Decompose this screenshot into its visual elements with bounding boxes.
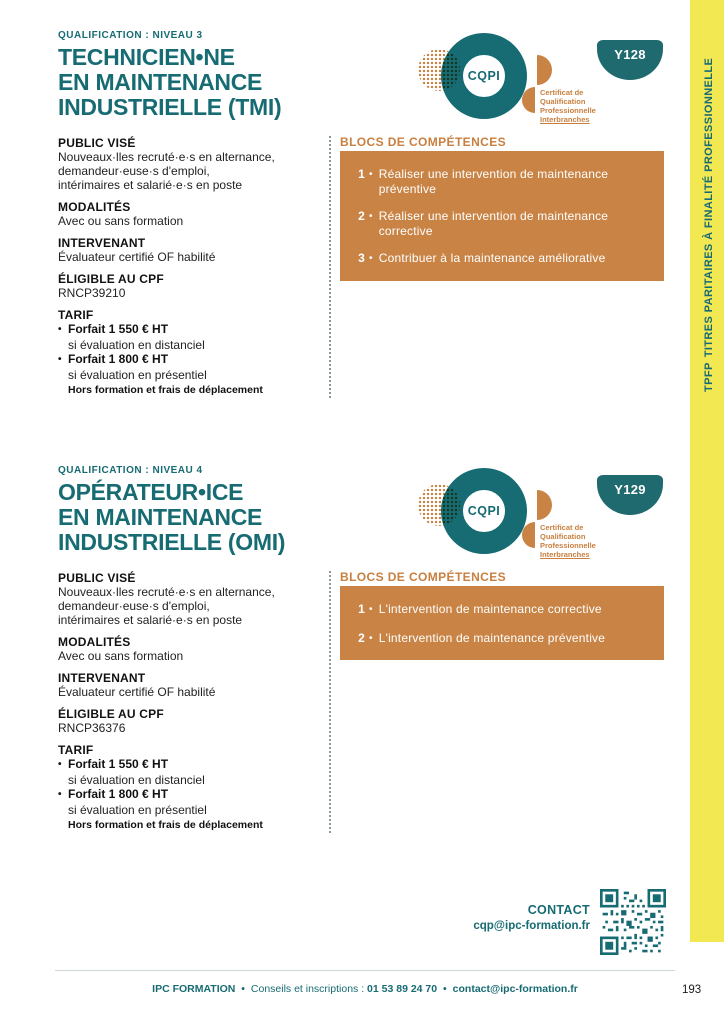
tarif-detail: si évaluation en distanciel [68, 337, 205, 352]
page-title [58, 480, 320, 555]
tarif-price: Forfait 1 550 € HT [68, 322, 169, 336]
blocs-heading: BLOCS DE COMPÉTENCES [340, 570, 507, 584]
tarif-detail: si évaluation en présentiel [68, 802, 207, 817]
field-text: Évaluateur certifié OF habilité [58, 685, 216, 699]
tarif-detail: si évaluation en distanciel [68, 772, 205, 787]
code-badge: Y128 [597, 40, 663, 80]
cqpi-wordmark: CQPI [467, 69, 501, 83]
title-line: INDUSTRIELLE (OMI) [58, 529, 286, 555]
info-column [58, 463, 320, 831]
section-omi [58, 463, 668, 893]
side-tab-label [703, 42, 715, 392]
dotted-separator [329, 136, 331, 398]
bullet-icon: • [369, 604, 373, 615]
dotted-separator [329, 571, 331, 833]
tarif-price: Forfait 1 800 € HT [68, 787, 169, 801]
bullet-icon: • [369, 253, 373, 264]
blocs-box [340, 151, 664, 281]
bloc-number: 1 [358, 602, 365, 616]
qualification-badge: QUALIFICATION : NIVEAU 4 [58, 465, 203, 476]
field-label: TARIF [58, 308, 94, 322]
bloc-item [352, 631, 650, 647]
field-label: PUBLIC VISÉ [58, 136, 136, 150]
halftone-circle-icon [418, 484, 460, 526]
info-column [58, 28, 320, 396]
caption-line: Qualification [540, 97, 586, 106]
bloc-number: 2 [358, 630, 365, 645]
cqpi-caption [540, 523, 596, 559]
qr-code [600, 889, 666, 955]
bloc-item [352, 209, 650, 238]
title-line: EN MAINTENANCE [58, 504, 263, 530]
caption-line: Interbranches [540, 115, 590, 124]
rncp-code: RNCP36376 [58, 721, 126, 735]
footer-text: Conseils et inscriptions : [250, 983, 365, 995]
footer-phone-link[interactable]: 01 53 89 24 70 [367, 983, 438, 995]
caption-line: Certificat de [540, 523, 584, 532]
field-text: demandeur·euse·s d'emploi, [58, 599, 210, 613]
page-title [58, 45, 320, 120]
half-disc-small-icon [522, 87, 535, 113]
contact-email-link[interactable]: cqp@ipc-formation.fr [473, 920, 590, 932]
code-badge: Y129 [597, 475, 663, 515]
caption-line: Professionnelle [540, 106, 596, 115]
blocs-heading: BLOCS DE COMPÉTENCES [340, 135, 507, 149]
field-text: Nouveaux·lles recruté·e·s en alternance, [58, 585, 275, 599]
field-text: Évaluateur certifié OF habilité [58, 250, 216, 264]
bullet-icon: • [369, 211, 373, 222]
field-label: ÉLIGIBLE AU CPF [58, 707, 164, 721]
field-eligible-cpf [58, 272, 320, 300]
tarif-item [58, 787, 320, 803]
tarif-note: Hors formation et frais de déplacement [68, 384, 263, 396]
field-text: demandeur·euse·s d'emploi, [58, 164, 210, 178]
halftone-circle-icon [418, 49, 460, 91]
side-tab-tag: TPFP [703, 362, 715, 392]
field-eligible-cpf [58, 707, 320, 735]
tarif-note: Hors formation et frais de déplacement [68, 819, 263, 831]
cqpi-logo [418, 466, 608, 561]
bloc-text: Réaliser une intervention de maintenance préventive [378, 167, 609, 196]
title-line: OPÉRATEUR•ICE [58, 479, 244, 505]
side-tab-title: TITRES PARITAIRES À FINALITÉ PROFESSIONNELLE [703, 57, 715, 358]
bloc-number: 2 [358, 209, 365, 223]
field-text: Avec ou sans formation [58, 214, 184, 228]
tarif-price: Forfait 1 800 € HT [68, 352, 169, 366]
field-text: Nouveaux·lles recruté·e·s en alternance, [58, 150, 275, 164]
field-text: intérimaires et salarié·e·s en poste [58, 613, 243, 627]
half-disc-small-icon [522, 522, 535, 548]
bloc-text: Contribuer à la maintenance améliorative [378, 251, 606, 265]
tarif-item [58, 757, 320, 773]
bloc-item [352, 251, 650, 267]
tarif-item [58, 322, 320, 338]
bloc-item [352, 602, 650, 618]
field-label: MODALITÉS [58, 635, 131, 649]
field-intervenant [58, 236, 320, 264]
field-public-vise [58, 571, 320, 627]
bullet-icon: • [58, 324, 62, 335]
tarif-price: Forfait 1 550 € HT [68, 757, 169, 771]
bullet-icon: • [369, 169, 373, 180]
title-line: EN MAINTENANCE [58, 69, 263, 95]
field-label: PUBLIC VISÉ [58, 571, 136, 585]
title-line: INDUSTRIELLE (TMI) [58, 94, 282, 120]
footer-divider [55, 970, 675, 971]
field-text: intérimaires et salarié·e·s en poste [58, 178, 243, 192]
half-disc-icon [537, 490, 552, 520]
field-modalites [58, 200, 320, 228]
footer-brand: IPC FORMATION [152, 983, 236, 995]
bloc-text: Réaliser une intervention de maintenance corrective [378, 209, 609, 238]
bullet-icon: • [369, 632, 373, 644]
contact-block [420, 903, 590, 932]
field-intervenant [58, 671, 320, 699]
bullet-icon: • [58, 759, 62, 770]
field-tarif [58, 743, 320, 831]
contact-label: CONTACT [527, 903, 590, 917]
cqpi-caption [540, 88, 596, 124]
field-label: MODALITÉS [58, 200, 131, 214]
footer [55, 983, 675, 995]
caption-line: Qualification [540, 532, 586, 541]
field-label: ÉLIGIBLE AU CPF [58, 272, 164, 286]
footer-email-link[interactable]: contact@ipc-formation.fr [452, 983, 578, 995]
field-tarif [58, 308, 320, 396]
field-label: INTERVENANT [58, 236, 146, 250]
field-public-vise [58, 136, 320, 192]
cqpi-wordmark: CQPI [467, 504, 501, 518]
bullet-icon: • [241, 983, 245, 995]
field-label: TARIF [58, 743, 94, 757]
bloc-text: L'intervention de maintenance corrective [378, 602, 602, 616]
half-disc-icon [537, 55, 552, 85]
category-side-tab [690, 0, 724, 942]
bloc-number: 3 [358, 251, 365, 265]
rncp-code: RNCP39210 [58, 286, 126, 300]
caption-line: Interbranches [540, 550, 590, 559]
section-tmi [58, 28, 668, 458]
field-modalites [58, 635, 320, 663]
title-line: TECHNICIEN•NE [58, 44, 235, 70]
bloc-text: L'intervention de maintenance préventive [378, 630, 606, 645]
caption-line: Professionnelle [540, 541, 596, 550]
qualification-badge: QUALIFICATION : NIVEAU 3 [58, 30, 203, 41]
field-label: INTERVENANT [58, 671, 146, 685]
blocs-box [340, 586, 664, 660]
tarif-detail: si évaluation en présentiel [68, 367, 207, 382]
field-text: Avec ou sans formation [58, 649, 184, 663]
bloc-item [352, 167, 650, 196]
tarif-item [58, 352, 320, 368]
bullet-icon: • [443, 983, 447, 995]
bullet-icon: • [58, 354, 62, 365]
caption-line: Certificat de [540, 88, 584, 97]
bloc-number: 1 [358, 167, 365, 181]
bullet-icon: • [58, 789, 62, 800]
page-number: 193 [682, 984, 702, 996]
cqpi-logo [418, 31, 608, 126]
